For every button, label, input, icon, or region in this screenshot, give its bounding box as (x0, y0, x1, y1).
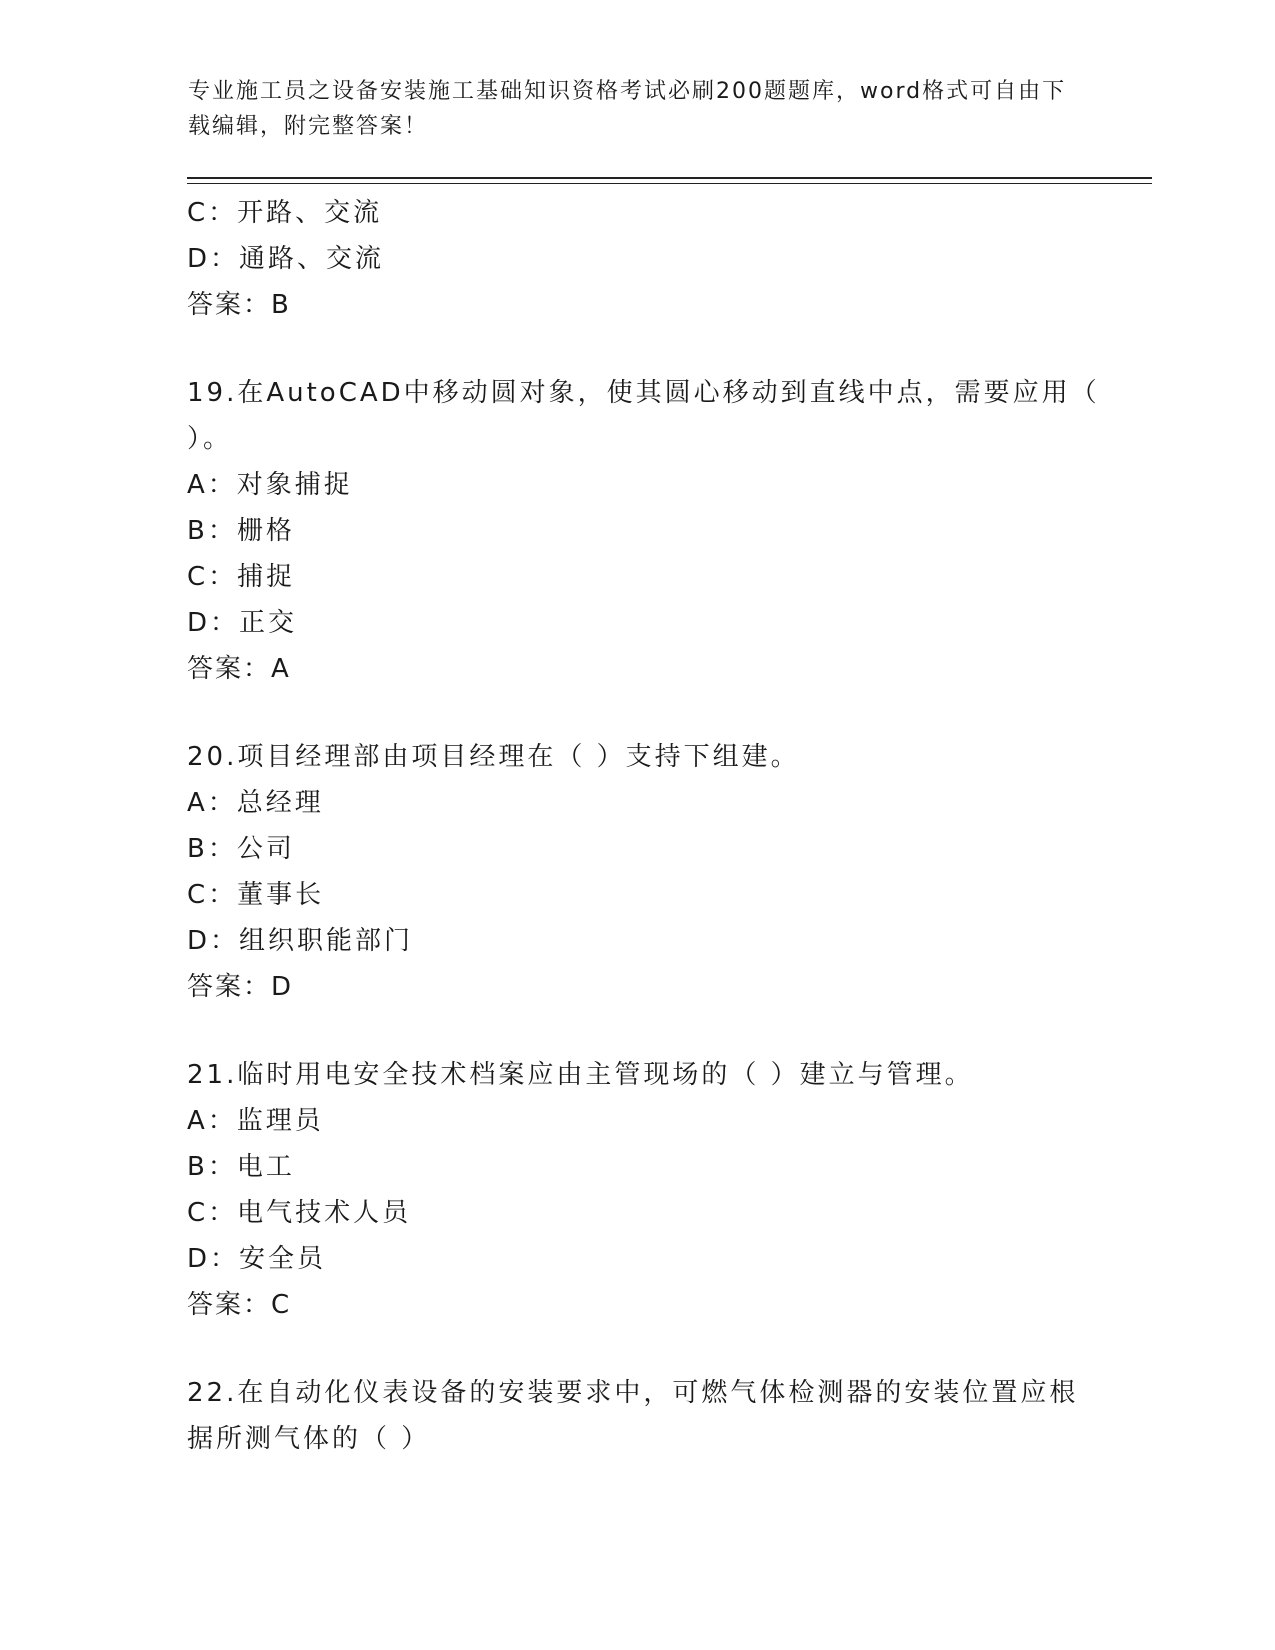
option-b: B：栅格 (187, 516, 295, 546)
option-c: C：捕捉 (187, 562, 296, 592)
question-text-line-1: 19.在AutoCAD中移动圆对象，使其圆心移动到直线中点，需要应用（ (187, 378, 1100, 408)
spacer (187, 328, 1087, 370)
option-d: D：安全员 (187, 1244, 327, 1274)
option-c: C：开路、交流 (187, 198, 383, 228)
header-divider-thick (187, 177, 1152, 179)
question-text-line-1: 22.在自动化仪表设备的安装要求中，可燃气体检测器的安装位置应根 (187, 1378, 1079, 1408)
question-text: 21.临时用电安全技术档案应由主管现场的（ ）建立与管理。 (187, 1060, 974, 1090)
option-a: A：对象捕捉 (187, 470, 353, 500)
answer: 答案：B (187, 290, 291, 320)
document-header: 专业施工员之设备安装施工基础知识资格考试必刷200题题库，word格式可自由下载编辑，附完整答案！ (188, 79, 1067, 139)
question-text-line-2: ）。 (187, 424, 233, 454)
question-20 (187, 734, 1087, 1010)
option-c: C：电气技术人员 (187, 1198, 412, 1228)
answer: 答案：C (187, 1290, 292, 1320)
question-18 (187, 190, 1087, 328)
spacer (187, 1010, 1087, 1052)
question-list (187, 190, 1100, 1462)
option-d: D：正交 (187, 608, 298, 638)
option-d: D：组织职能部门 (187, 926, 414, 956)
spacer (187, 1328, 1087, 1370)
question-22 (187, 1370, 1087, 1462)
answer: 答案：D (187, 972, 294, 1002)
header-divider-thin (187, 183, 1152, 184)
option-a: A：监理员 (187, 1106, 324, 1136)
option-b: B：电工 (187, 1152, 295, 1182)
option-a: A：总经理 (187, 788, 324, 818)
question-text-line-2: 据所测气体的（ ） (187, 1424, 431, 1454)
question-text: 20.项目经理部由项目经理在（ ）支持下组建。 (187, 742, 800, 772)
question-19 (187, 370, 1100, 692)
answer: 答案：A (187, 654, 291, 684)
option-d: D：通路、交流 (187, 244, 385, 274)
option-c: C：董事长 (187, 880, 325, 910)
spacer (187, 692, 1087, 734)
question-21 (187, 1052, 1087, 1328)
option-b: B：公司 (187, 834, 295, 864)
